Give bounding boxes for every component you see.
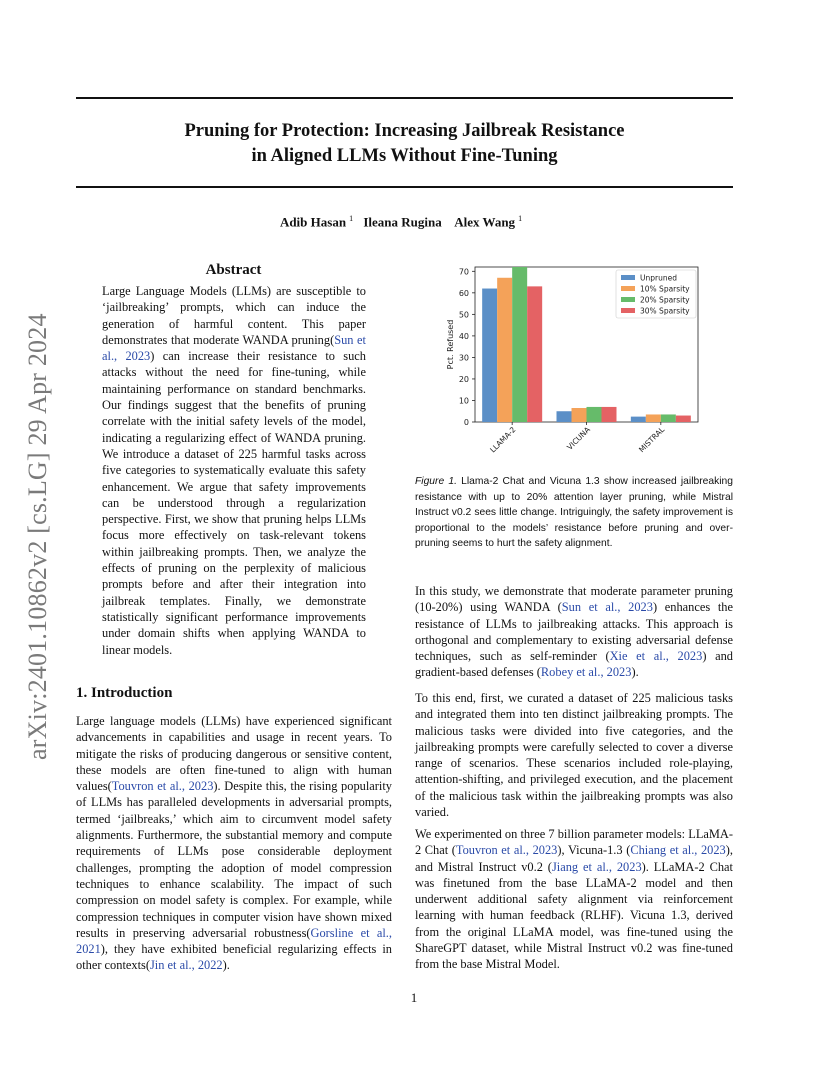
paragraph-text: ) can increase their resistance to such attacks without the need for fine-tuning, while maintaining performance on standard benchmarks. Our findings suggest that the benefits of pruning correlate with the initial safety levels of the model, indicating a regularizing effect of WANDA pruning. We introduce a dataset of 225 harmful tasks across five categories to systematically evaluate this safety enhancement. We argue that safety improvements can be understood through a regularization perspective. First, we show that pruning helps LLMs focus more effectively on task-relevant tokens within jailbreaking prompts. Then, we analyze the effects of pruning on the perplexity of malicious prompts before and after their integration into jailbreak templates. Finally, we demonstrate statistically significant performance improvements under domain shifts when applying WANDA to linear models.: [102, 349, 366, 657]
bar-mistral-series-0: [631, 417, 646, 422]
section-heading-introduction: 1. Introduction: [76, 685, 173, 701]
top-rule: [76, 97, 733, 99]
body-paragraph: [415, 826, 733, 973]
citation-link[interactable]: Chiang et al., 2023: [630, 843, 726, 858]
author-affiliation: 1: [518, 214, 523, 223]
citation-link[interactable]: Sun et al., 2023: [102, 332, 366, 364]
bar-mistral-series-3: [676, 416, 691, 422]
citation-link[interactable]: Touvron et al., 2023: [111, 779, 214, 794]
y-tick-label: 60: [458, 288, 469, 298]
y-tick-label: 30: [458, 353, 469, 363]
title-line-2: in Aligned LLMs Without Fine-Tuning: [251, 146, 558, 166]
title-bottom-rule: [76, 186, 733, 188]
figure-caption: [415, 474, 733, 552]
y-tick-label: 0: [463, 418, 469, 427]
paragraph-text: Large Language Models (LLMs) are susceptible to ‘jailbreaking’ prompts, which can induce the generation of harmful content. This paper demonstrates that moderate WANDA pruning(: [102, 284, 366, 347]
author-affiliation: 1: [349, 214, 354, 223]
citation-link[interactable]: Jiang et al., 2023: [551, 859, 642, 874]
x-tick-label: MISTRAL: [637, 425, 667, 455]
title-line-1: Pruning for Protection: Increasing Jailbreak Resistance: [184, 121, 625, 141]
bar-llama-2-series-1: [497, 278, 512, 422]
paragraph-text: ) and gradient-based defenses (: [415, 649, 733, 680]
body-paragraph: [415, 583, 733, 681]
figure-label: Figure 1.: [415, 476, 457, 487]
bar-mistral-series-2: [661, 414, 676, 422]
citation-link[interactable]: Touvron et al., 2023: [455, 843, 558, 858]
paragraph-text: ) enhances the resistance of LLMs to jailbreaking attacks. This approach is orthogonal and complementary to existing adversarial defense techniques, such as self-reminder (: [415, 600, 733, 664]
bar-llama-2-series-2: [512, 267, 527, 422]
citation-link[interactable]: Sun et al., 2023: [561, 600, 653, 615]
citation-link[interactable]: Gorsline et al., 2021: [76, 925, 393, 957]
legend-label: Unpruned: [640, 273, 677, 283]
paragraph-text: ), Vicuna-1.3 (: [557, 843, 631, 858]
introduction-paragraph: [76, 713, 392, 974]
paragraph-text: Large language models (LLMs) have experienced significant advancements in capabilities and usage in recent years. To mitigate the risks of producing dangerous or sensitive content, these models are often fine-tuned to align with human values(: [76, 714, 392, 794]
paragraph-text: ), they have exhibited beneficial regularizing effects in other contexts(: [76, 942, 392, 973]
y-tick-label: 40: [458, 331, 469, 341]
legend-swatch: [621, 308, 635, 313]
legend-label: 10% Sparsity: [640, 284, 690, 294]
abstract-text: [102, 283, 366, 658]
bar-llama-2-series-3: [527, 286, 542, 422]
paragraph-text: We experimented on three 7 billion parameter models: LLaMA-2 Chat (: [415, 827, 733, 858]
x-tick-label: LLAMA-2: [488, 425, 518, 455]
bar-llama-2-series-0: [482, 289, 497, 422]
bar-mistral-series-1: [646, 414, 661, 422]
citation-link[interactable]: Xie et al., 2023: [609, 649, 703, 664]
bar-chart-figure-1: [440, 262, 700, 462]
abstract-heading: Abstract: [205, 262, 262, 278]
y-tick-label: 10: [458, 396, 469, 406]
author-list: [76, 214, 733, 230]
paragraph-text: ). Despite this, the rising popularity of LLMs has paralleled developments in adversarial prompts, termed ‘jailbreaks,’ which aim to circumvent model safety alignments. Furthermore, the substantial memory and compute requirements of LLMs pose considerable deployment challenges, prompting the adoption of model compression techniques to enhance scalability. The impact of such compression on model safety is complex. For example, while compression techniques in computer vision have shown mixed results in preserving adversarial robustness(: [76, 779, 392, 940]
y-tick-label: 70: [458, 267, 469, 277]
y-axis-label: Pct. Refused: [446, 319, 455, 370]
paragraph-text: To this end, first, we curated a dataset of 225 malicious tasks and integrated them into ten distinct jailbreaking prompts. The malicious tasks were divided into five categories, and the jailbreaking prompts were carefully selected to cover a diverse range of scenarios. These scenarios included role-playing, attention-shifting, and privileged execution, and the placement of the malicious task within the jailbreaking prompts was also varied.: [415, 691, 733, 820]
citation-link[interactable]: Robey et al., 2023: [540, 665, 632, 680]
legend-label: 20% Sparsity: [640, 295, 690, 305]
page-number: 1: [410, 990, 418, 1005]
paragraph-text: In this study, we demonstrate that moderate parameter pruning (10-20%) using WANDA (: [415, 584, 733, 615]
y-tick-label: 50: [458, 310, 469, 320]
paragraph-text: ).: [222, 958, 230, 973]
citation-link[interactable]: Jin et al., 2022: [149, 958, 223, 973]
bar-vicuna-series-3: [602, 407, 617, 422]
paragraph-text: ), and Mistral Instruct v0.2 (: [415, 843, 733, 874]
legend-swatch: [621, 297, 635, 302]
paragraph-text: ).: [631, 665, 639, 680]
author-name: Adib Hasan: [279, 214, 347, 230]
bar-vicuna-series-1: [572, 408, 587, 422]
author-name: Alex Wang: [454, 214, 516, 230]
legend-label: 30% Sparsity: [640, 306, 690, 316]
paragraph-text: ). LLaMA-2 Chat was finetuned from the base LLaMA-2 model and then underwent additional safety alignment via reinforcement learning with human feedback (RLHF). Vicuna 1.3, derived from the original LLaMA model, was fine-tuned using the ShareGPT dataset, while Mistral Instruct v0.2 was fine-tuned from the base Mistral Model.: [415, 859, 734, 972]
body-paragraph: [415, 690, 733, 820]
figure-caption-text: Llama-2 Chat and Vicuna 1.3 show increased jailbreaking resistance with up to 20% attention layer pruning, while Mistral Instruct v0.2 sees little change. Intriguingly, the safety improvement is proportional to the models’ resistance before pruning and over-pruning seems to hurt the safety alignment.: [415, 476, 733, 549]
legend-swatch: [621, 286, 635, 291]
author-name: Ileana Rugina: [363, 214, 442, 230]
paper-title: [76, 119, 733, 169]
arxiv-identifier-text: arXiv:2401.10862v2 [cs.LG] 29 Apr 2024: [23, 313, 52, 760]
y-tick-label: 20: [458, 374, 469, 384]
legend-swatch: [621, 275, 635, 280]
bar-vicuna-series-0: [557, 411, 572, 422]
x-tick-label: VICUNA: [565, 425, 592, 452]
bar-vicuna-series-2: [587, 407, 602, 422]
